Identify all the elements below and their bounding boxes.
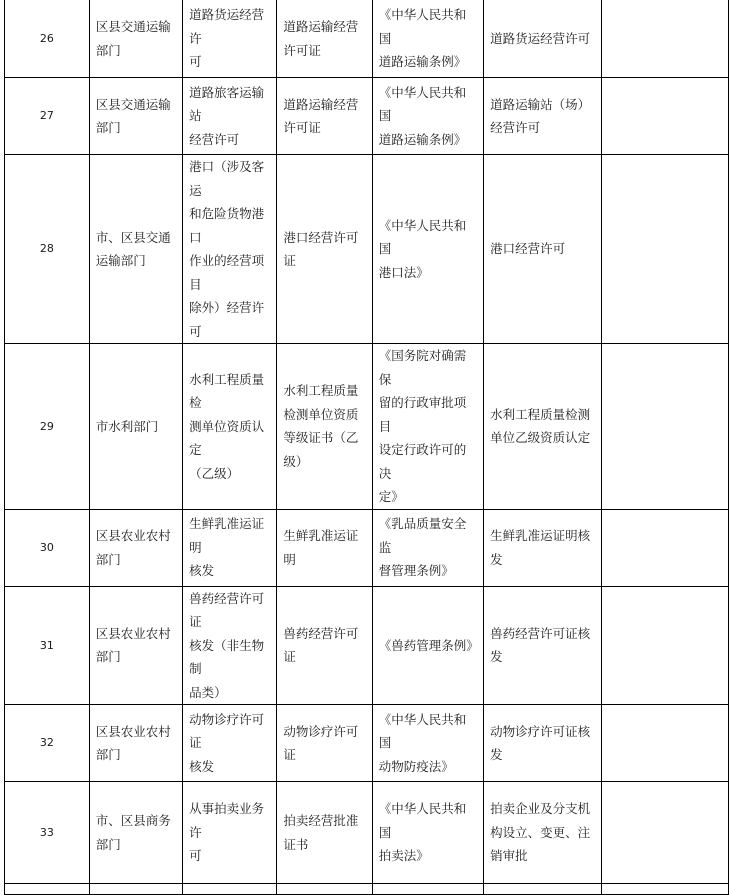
department-cell <box>89 509 182 586</box>
cell-line: 动物诊疗许可 <box>283 723 359 739</box>
cell-line: 部门 <box>95 747 121 762</box>
cell-line: 督管理条例》 <box>378 563 454 579</box>
cell-line: 证 <box>283 253 296 268</box>
row-number-cell: 27 <box>5 78 90 155</box>
legal-basis-cell <box>372 782 483 884</box>
cell-line: 设定行政许可的决 <box>378 442 467 481</box>
cell-line: 道路货运经营许可 <box>490 30 591 46</box>
row-number-cell: 30 <box>5 509 90 586</box>
table-row <box>5 344 729 510</box>
cell-line: 道路运输站（场） <box>490 96 591 112</box>
item-cell <box>183 344 277 510</box>
license-name-cell <box>484 782 602 884</box>
empty-cell <box>277 884 372 895</box>
cell-line: 销审批 <box>490 848 528 864</box>
table-row <box>5 155 729 344</box>
table-row <box>5 509 729 586</box>
cell-line: 部门 <box>95 649 121 665</box>
cell-line: 除外）经营许可 <box>189 300 265 339</box>
note-cell <box>601 509 728 586</box>
cell-line: 证书 <box>283 836 309 852</box>
cell-line: 核发（非生物制 <box>189 637 265 676</box>
cell-line: 定》 <box>378 489 404 504</box>
cell-line: 拍卖企业及分支机 <box>490 801 591 817</box>
cell-line: 生鲜乳准运证明核 <box>490 528 591 543</box>
legal-basis-cell <box>372 78 483 155</box>
row-number-cell: 31 <box>5 586 90 705</box>
note-cell <box>601 78 728 155</box>
empty-cell <box>183 884 277 895</box>
cell-line: 可 <box>189 54 202 70</box>
cell-line: 动物诊疗许可证核 <box>490 723 591 739</box>
department-cell <box>89 0 182 78</box>
cell-line: 区县交通运输 <box>95 96 171 112</box>
legal-basis-cell <box>372 344 483 510</box>
department-cell <box>89 78 182 155</box>
cell-line: 测单位资质认定 <box>189 418 265 457</box>
license-name-cell <box>484 344 602 510</box>
empty-cell <box>89 884 182 895</box>
cell-line: 部门 <box>95 120 121 135</box>
row-number-cell: 29 <box>5 344 90 510</box>
cell-line: 兽药经营许可证 <box>189 590 265 629</box>
table-row <box>5 0 729 78</box>
cell-line: 从事拍卖业务许 <box>189 801 265 840</box>
cell-line: 市、区县商务 <box>95 813 171 828</box>
cell-line: 部门 <box>95 836 121 852</box>
cell-line: 市、区县交通 <box>95 229 171 245</box>
cell-line: 部门 <box>95 551 121 567</box>
cell-line: 道路运输经营 <box>283 96 359 112</box>
cell-line: 证 <box>283 649 296 665</box>
table-row <box>5 782 729 884</box>
cell-line: 证 <box>283 747 296 762</box>
cell-line: 留的行政审批项目 <box>378 395 467 434</box>
cell-line: 发 <box>490 551 503 567</box>
cell-line: 《中华人民共和国 <box>378 7 467 46</box>
cell-line: 市水利部门 <box>95 418 159 434</box>
certificate-cell <box>277 705 372 782</box>
certificate-cell <box>277 509 372 586</box>
row-number-cell: 33 <box>5 782 90 884</box>
note-cell <box>601 705 728 782</box>
cell-line: 运输部门 <box>95 253 146 268</box>
cell-line: 道路货运经营许 <box>189 7 265 46</box>
cell-line: 港口经营许可 <box>283 229 359 245</box>
note-cell <box>601 0 728 78</box>
item-cell <box>183 782 277 884</box>
note-cell <box>601 782 728 884</box>
cell-line: 道路运输条例》 <box>378 131 467 147</box>
cell-line: 《兽药管理条例》 <box>378 637 479 653</box>
certificate-cell <box>277 782 372 884</box>
legal-basis-cell <box>372 705 483 782</box>
license-name-cell <box>484 0 602 78</box>
cell-line: 《国务院对确需保 <box>378 348 467 387</box>
empty-cell <box>601 884 728 895</box>
cell-line: 经营许可 <box>189 131 240 147</box>
license-name-cell <box>484 78 602 155</box>
cell-line: 发 <box>490 649 503 665</box>
license-name-cell <box>484 509 602 586</box>
cell-line: 港口（涉及客运 <box>189 159 265 198</box>
certificate-cell <box>277 78 372 155</box>
cell-line: 道路运输条例》 <box>378 54 467 70</box>
item-cell <box>183 155 277 344</box>
cell-line: 许可证 <box>283 42 321 58</box>
note-cell <box>601 586 728 705</box>
row-number-cell: 26 <box>5 0 90 78</box>
cell-line: 品类） <box>189 684 227 700</box>
department-cell <box>89 155 182 344</box>
note-cell <box>601 155 728 344</box>
cell-line: 区县农业农村 <box>95 625 171 641</box>
cell-line: 《中华人民共和国 <box>378 711 467 751</box>
certificate-cell <box>277 155 372 344</box>
cell-line: 核发 <box>189 563 215 579</box>
cell-line: 等级证书（乙 <box>283 430 359 446</box>
cell-line: 和危险货物港口 <box>189 206 265 245</box>
cell-line: 道路旅客运输站 <box>189 84 265 124</box>
row-number-cell: 28 <box>5 155 90 344</box>
cell-line: 检测单位资质 <box>283 406 359 422</box>
cell-line: 许可证 <box>283 120 321 135</box>
legal-basis-cell <box>372 0 483 78</box>
empty-cell <box>484 884 602 895</box>
cell-line: 水利工程质量检 <box>189 371 265 410</box>
cell-line: （乙级） <box>189 465 240 481</box>
cell-line: 道路运输经营 <box>283 19 359 34</box>
cell-line: 《乳品质量安全监 <box>378 516 467 555</box>
row-number-cell: 32 <box>5 705 90 782</box>
certificate-cell <box>277 586 372 705</box>
cell-line: 《中华人民共和国 <box>378 84 467 124</box>
empty-cell <box>5 884 90 895</box>
item-cell <box>183 0 277 78</box>
cell-line: 构设立、变更、注 <box>490 824 591 840</box>
license-name-cell <box>484 586 602 705</box>
cell-line: 拍卖法》 <box>378 848 429 864</box>
cell-line: 兽药经营许可 <box>283 625 359 641</box>
cell-line: 生鲜乳准运证明 <box>189 516 265 555</box>
table-row <box>5 78 729 155</box>
department-cell <box>89 782 182 884</box>
table-row <box>5 705 729 782</box>
table-row <box>5 586 729 705</box>
cell-line: 港口法》 <box>378 264 429 280</box>
item-cell <box>183 586 277 705</box>
license-name-cell <box>484 155 602 344</box>
department-cell <box>89 586 182 705</box>
legal-basis-cell <box>372 586 483 705</box>
department-cell <box>89 344 182 510</box>
cell-line: 明 <box>283 551 296 567</box>
item-cell <box>183 78 277 155</box>
cell-line: 兽药经营许可证核 <box>490 625 591 641</box>
cell-line: 级） <box>283 453 309 469</box>
cell-line: 水利工程质量检测 <box>490 406 591 422</box>
cell-line: 动物诊疗许可证 <box>189 711 265 751</box>
item-cell <box>183 705 277 782</box>
cell-line: 港口经营许可 <box>490 241 566 257</box>
cell-line: 部门 <box>95 42 121 58</box>
cell-line: 水利工程质量 <box>283 383 359 399</box>
license-name-cell <box>484 705 602 782</box>
cell-line: 可 <box>189 848 202 864</box>
cell-line: 区县农业农村 <box>95 723 171 739</box>
cell-line: 动物防疫法》 <box>378 758 454 774</box>
cell-line: 作业的经营项目 <box>189 253 265 292</box>
cell-line: 区县农业农村 <box>95 528 171 543</box>
cell-line: 生鲜乳准运证 <box>283 528 359 543</box>
certificate-cell <box>277 0 372 78</box>
empty-cell <box>372 884 483 895</box>
legal-basis-cell <box>372 509 483 586</box>
item-cell <box>183 509 277 586</box>
cell-line: 单位乙级资质认定 <box>490 430 591 446</box>
cell-line: 发 <box>490 747 503 762</box>
certificate-cell <box>277 344 372 510</box>
note-cell <box>601 344 728 510</box>
department-cell <box>89 705 182 782</box>
cell-line: 《中华人民共和国 <box>378 801 467 840</box>
cell-line: 经营许可 <box>490 120 541 135</box>
cell-line: 核发 <box>189 758 215 774</box>
cell-line: 拍卖经营批准 <box>283 813 359 828</box>
licensing-table <box>4 0 729 895</box>
cell-line: 《中华人民共和国 <box>378 217 467 257</box>
legal-basis-cell <box>372 155 483 344</box>
cell-line: 区县交通运输 <box>95 19 171 34</box>
table-row-continuation <box>5 884 729 895</box>
